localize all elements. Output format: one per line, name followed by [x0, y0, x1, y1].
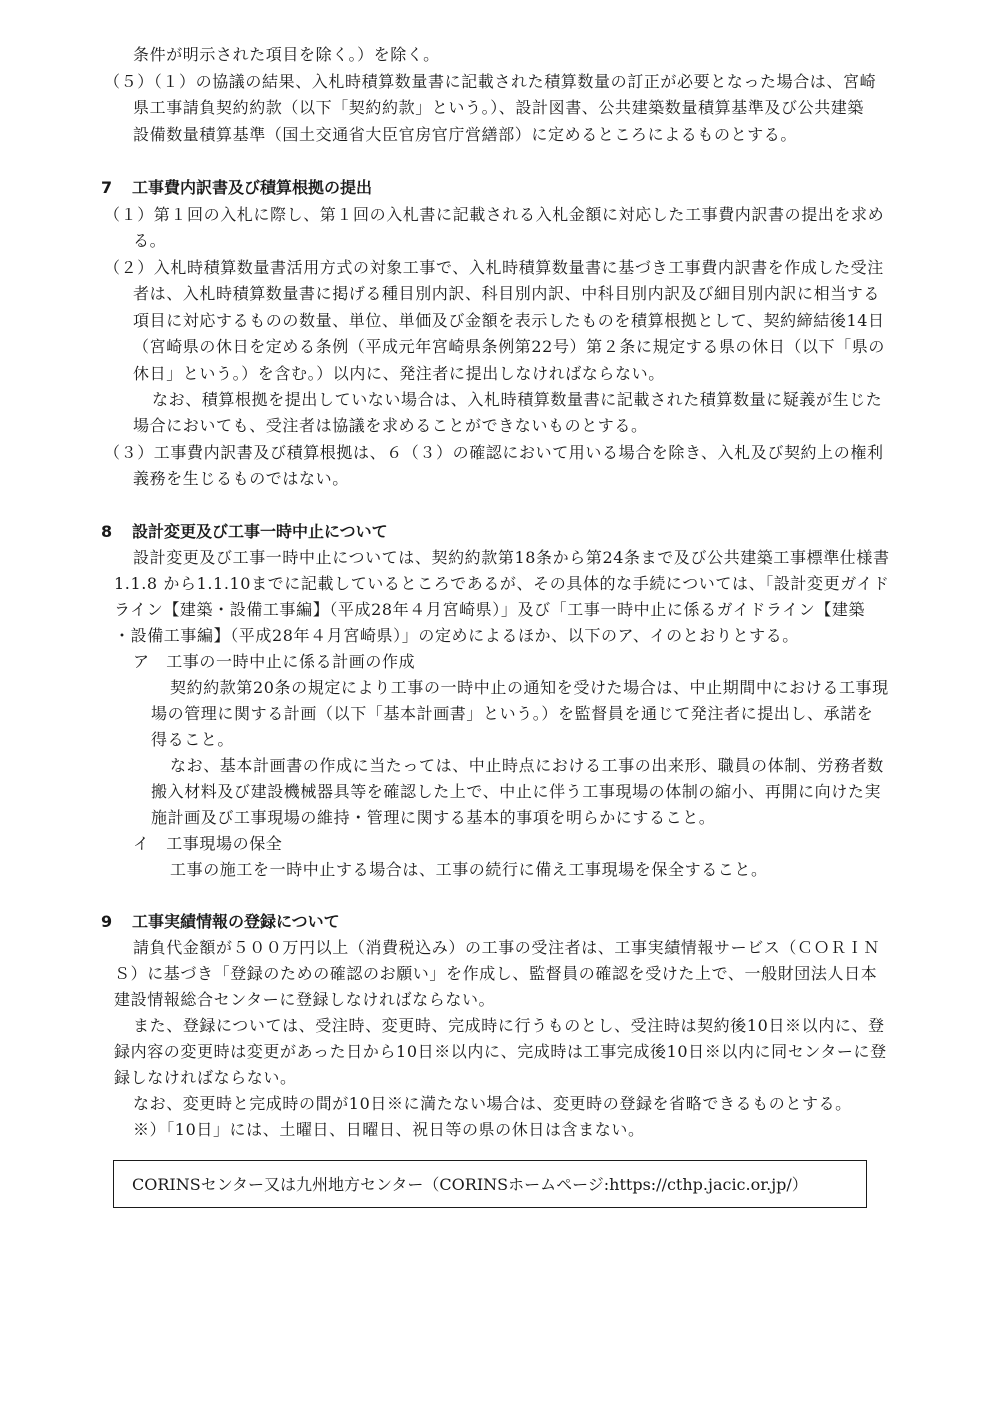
- corins-info-text: CORINSセンター又は九州地方センター（CORINSホームページ:https://cthp.jacic.or.jp/）: [132, 1175, 808, 1194]
- text-line: なお、積算根拠を提出していない場合は、入札時積算数量書に記載された積算数量に疑義が生じた: [152, 390, 883, 409]
- text-line: また、登録については、受注時、変更時、完成時に行うものとし、受注時は契約後10日※以内に、登: [133, 1016, 885, 1035]
- section-title: 設計変更及び工事一時中止について: [132, 522, 388, 541]
- text-line: （３）工事費内訳書及び積算根拠は、６（３）の確認において用いる場合を除き、入札及び契約上の権利: [104, 443, 884, 462]
- text-line: なお、変更時と完成時の間が10日※に満たない場合は、変更時の登録を省略できるものとする。: [133, 1094, 852, 1113]
- section-title: 工事費内訳書及び積算根拠の提出: [132, 178, 373, 197]
- text-line: 請負代金額が５００万円以上（消費税込み）の工事の受注者は、工事実績情報サービス（ＣＯＲＩＮ: [133, 938, 881, 957]
- section-heading: [101, 520, 388, 544]
- text-line: （５）（１）の協議の結果、入札時積算数量書に記載された積算数量の訂正が必要となった場合は、宮崎: [104, 72, 877, 91]
- text-line: 建設情報総合センターに登録しなければならない。: [114, 990, 496, 1009]
- text-line: 録内容の変更時は変更があった日から10日※以内に、完成時は工事完成後10日※以内に同センターに登: [114, 1042, 887, 1061]
- text-line: 録しなければならない。: [114, 1068, 297, 1087]
- section-title: 工事実績情報の登録について: [132, 912, 340, 931]
- text-line: （１）第１回の入札に際し、第１回の入札書に記載される入札金額に対応した工事費内訳書の提出を求め: [104, 205, 885, 224]
- section-number: 9: [101, 912, 113, 931]
- text-line: 施計画及び工事現場の維持・管理に関する基本的事項を明らかにすること。: [151, 808, 716, 827]
- text-line: 者は、入札時積算数量書に掲げる種目別内訳、科目別内訳、中科目別内訳及び細目別内訳に相当する: [133, 284, 881, 303]
- text-line: 搬入材料及び建設機械器具等を確認した上で、中止に伴う工事現場の体制の縮小、再開に向けた実: [151, 782, 882, 801]
- text-line: 条件が明示された項目を除く。）を除く。: [133, 45, 440, 64]
- text-line: る。: [133, 231, 167, 250]
- text-line: Ｓ）に基づき「登録のための確認のお願い」を作成し、監督員の確認を受けた上で、一般財団法人日本: [114, 964, 878, 983]
- text-line: ア 工事の一時中止に係る計画の作成: [133, 652, 416, 671]
- text-line: （２）入札時積算数量書活用方式の対象工事で、入札時積算数量書に基づき工事費内訳書を作成した受注: [104, 258, 884, 277]
- text-line: 県工事請負契約約款（以下「契約約款」という。）、設計図書、公共建築数量積算基準及び公共建築: [133, 98, 865, 117]
- text-line: ・設備工事編】（平成28年４月宮崎県）」の定めによるほか、以下のア、イのとおりとする。: [114, 626, 799, 645]
- text-line: 契約約款第20条の規定により工事の一時中止の通知を受けた場合は、中止期間中における工事現: [170, 678, 889, 697]
- text-line: 工事の施工を一時中止する場合は、工事の続行に備え工事現場を保全すること。: [170, 860, 768, 879]
- text-line: 得ること。: [151, 730, 235, 749]
- text-line: なお、基本計画書の作成に当たっては、中止時点における工事の出来形、職員の体制、労務者数: [170, 756, 884, 775]
- section-number: 8: [101, 522, 113, 541]
- text-line: ※）「10日」には、土曜日、日曜日、祝日等の県の休日は含まない。: [133, 1120, 645, 1139]
- section-heading: [101, 176, 373, 200]
- text-line: イ 工事現場の保全: [133, 834, 283, 853]
- text-line: ライン【建築・設備工事編】（平成28年４月宮崎県）」及び「工事一時中止に係るガイドライン【建築: [114, 600, 866, 619]
- text-line: 場合においても、受注者は協議を求めることができないものとする。: [133, 416, 648, 435]
- text-line: 項目に対応するものの数量、単位、単価及び金額を表示したものを積算根拠として、契約締結後14日: [133, 311, 885, 330]
- text-line: 義務を生じるものではない。: [133, 469, 349, 488]
- text-line: 場の管理に関する計画（以下「基本計画書」という。）を監督員を通じて発注者に提出し、承諾を: [151, 704, 874, 723]
- text-line: 設計変更及び工事一時中止については、契約約款第18条から第24条まで及び公共建築工事標準仕様書: [133, 548, 890, 567]
- text-line: （宮崎県の休日を定める条例（平成元年宮崎県条例第22号）第２条に規定する県の休日（以下「県の: [133, 337, 885, 356]
- text-line: 休日」という。）を含む。）以内に、発注者に提出しなければならない。: [133, 364, 665, 383]
- text-line: 1.1.8 から1.1.10までに記載しているところであるが、その具体的な手続については、「設計変更ガイド: [114, 574, 890, 593]
- corins-info-box: [113, 1160, 867, 1208]
- section-heading: [101, 910, 340, 934]
- text-line: 設備数量積算基準（国土交通省大臣官房官庁営繕部）に定めるところによるものとする。: [133, 125, 798, 144]
- section-number: 7: [101, 178, 113, 197]
